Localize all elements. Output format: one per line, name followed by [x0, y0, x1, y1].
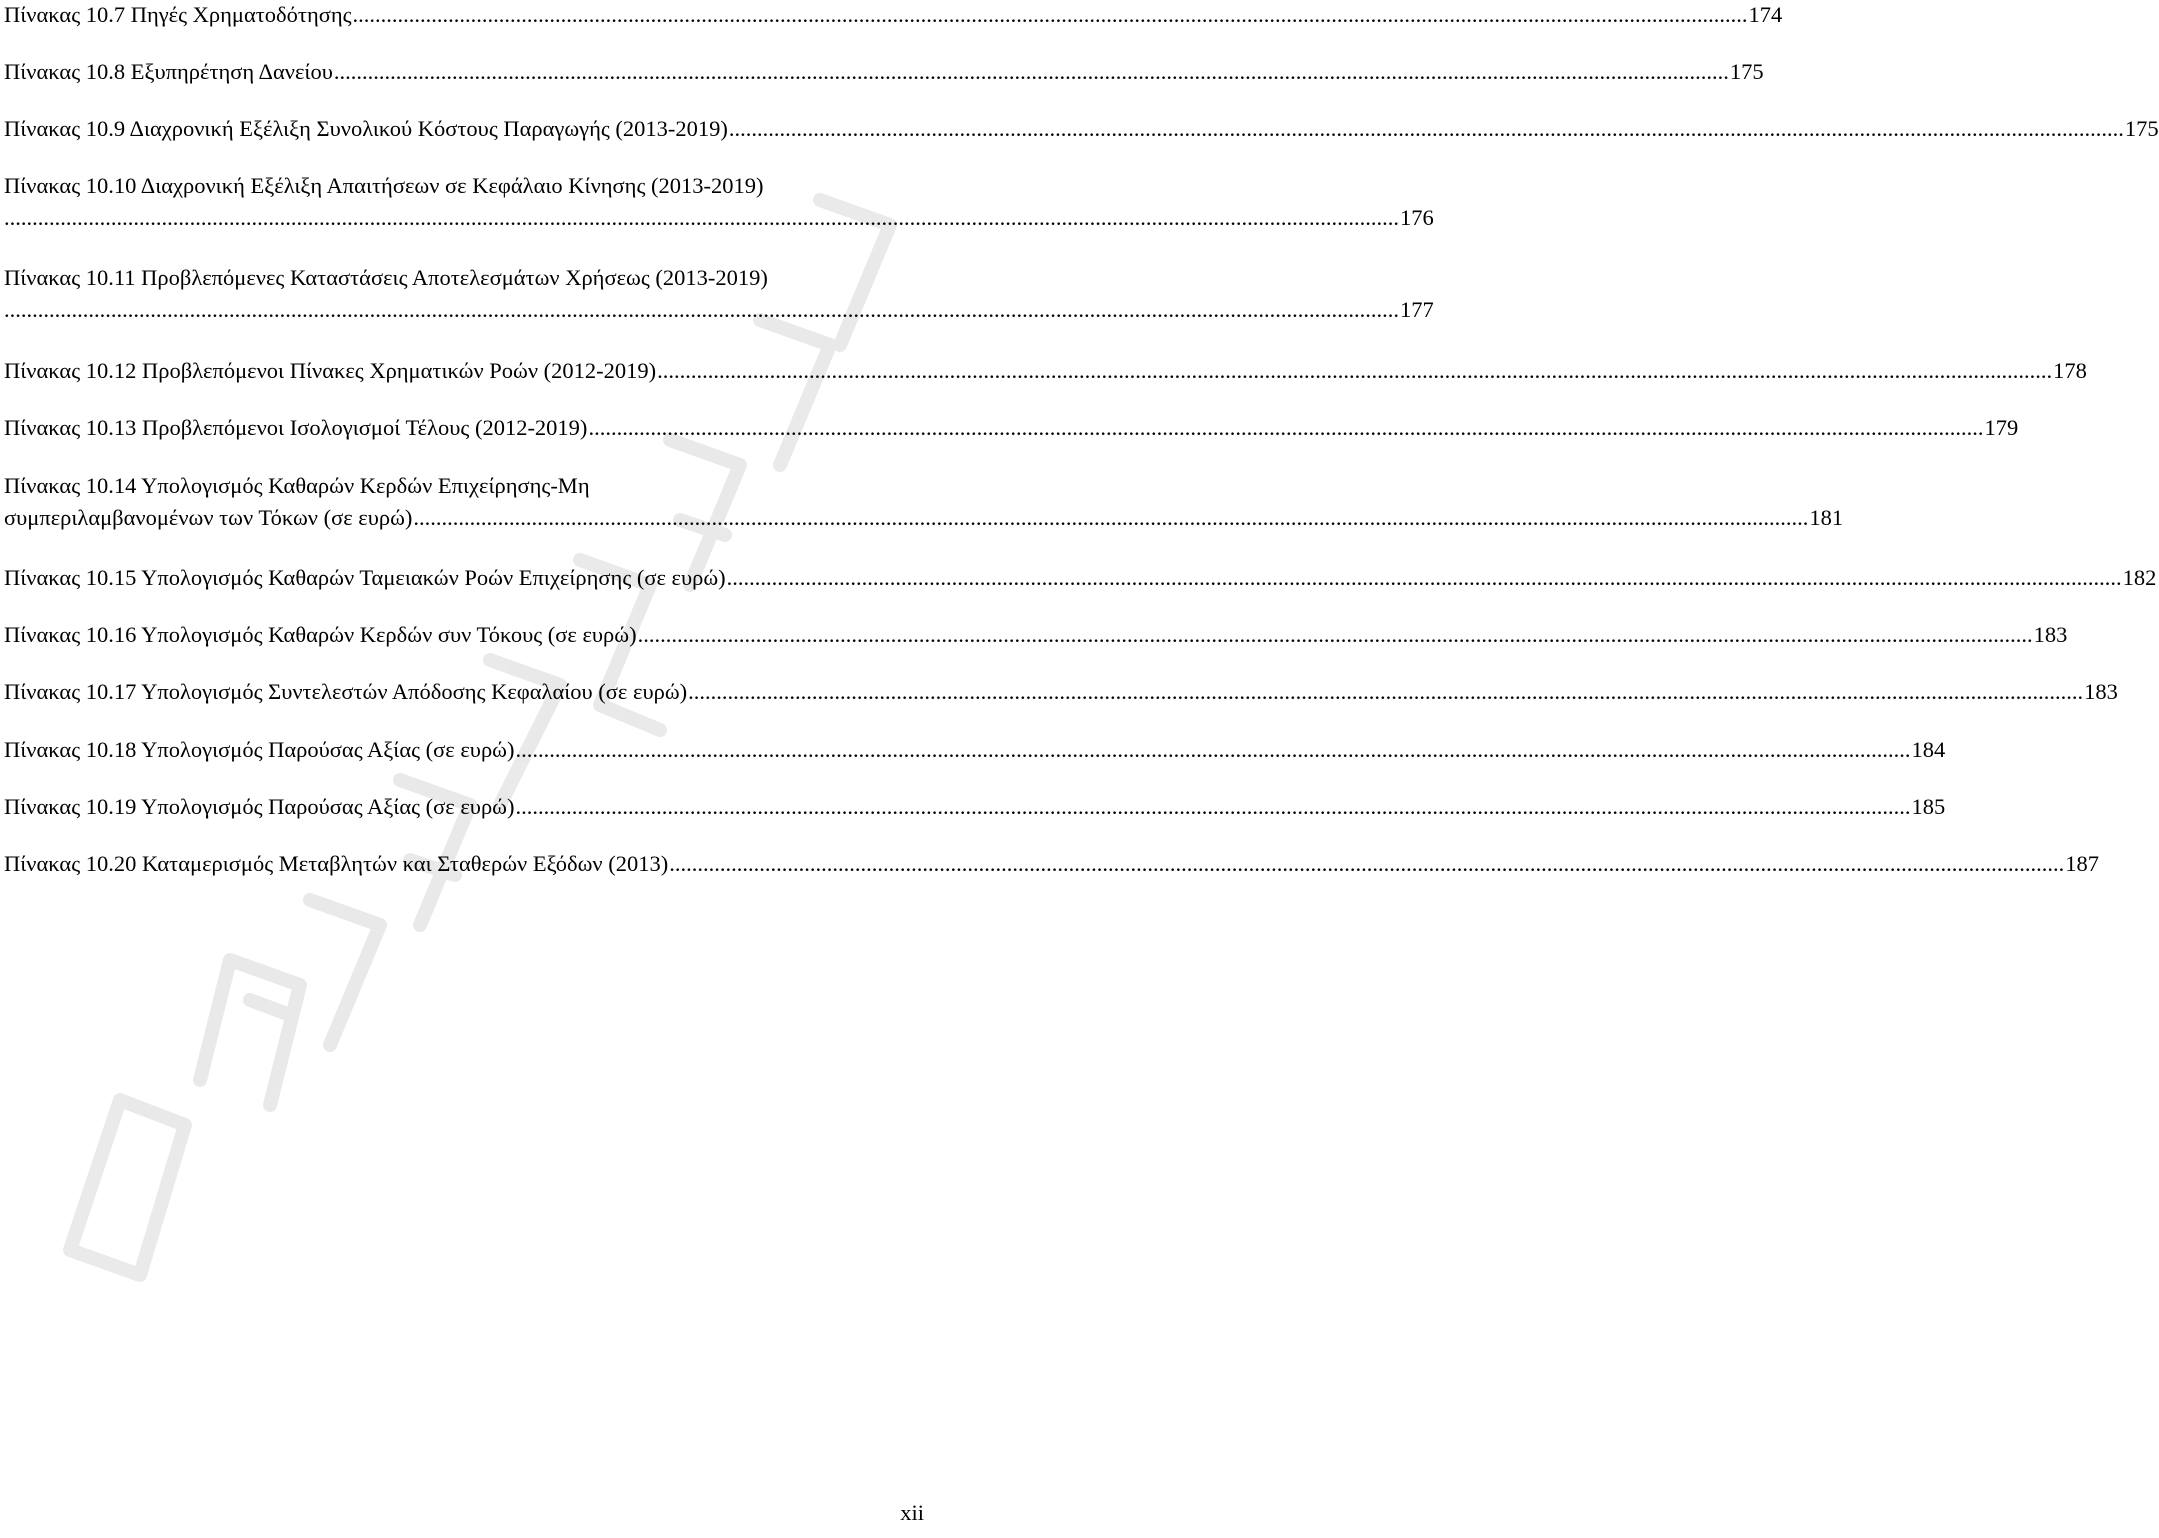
page-number: xii [900, 1500, 924, 1525]
toc-entry-title: Πίνακας 10.20 Καταμερισμός Μεταβλητών και Σταθερών Εξόδων (2013) [4, 851, 669, 876]
toc-entry-title-line1: Πίνακας 10.14 Υπολογισμός Καθαρών Κερδών Επιχείρησης-Μη [4, 473, 590, 498]
toc-entry-title: Πίνακας 10.16 Υπολογισμός Καθαρών Κερδών συν Τόκους (σε ευρώ) [4, 622, 637, 647]
toc-entry-page: 184 [1911, 737, 1946, 762]
toc-entry[interactable] [4, 849, 2099, 879]
toc-entry-page: 187 [2065, 851, 2099, 876]
toc-entry[interactable] [4, 114, 2159, 144]
toc-entry[interactable] [4, 620, 2068, 650]
toc-entry-title: Πίνακας 10.17 Υπολογισμός Συντελεστών Απόδοσης Κεφαλαίου (σε ευρώ) [4, 679, 688, 704]
toc-entry-title: Πίνακας 10.18 Υπολογισμός Παρούσας Αξίας (σε ευρώ) [4, 737, 515, 762]
toc-entry-title: Πίνακας 10.12 Προβλεπόμενοι Πίνακες Χρηματικών Ροών (2012-2019) [4, 358, 657, 383]
toc-entry[interactable] [4, 792, 1946, 822]
toc-entry[interactable] [4, 171, 1434, 233]
toc-entry-page: 176 [1400, 205, 1434, 230]
toc-entry-page: 175 [2124, 116, 2159, 141]
toc-entry-title: Πίνακας 10.11 Προβλεπόμενες Καταστάσεις Αποτελεσμάτων Χρήσεως (2013-2019) [4, 265, 768, 290]
toc-entry-page: 183 [2033, 622, 2068, 647]
toc-entry-page: 181 [1809, 505, 1844, 530]
toc-entry-page: 179 [1984, 415, 2019, 440]
toc-entry-page: 174 [1748, 2, 1783, 27]
toc-entry[interactable] [4, 471, 1844, 533]
toc-entry-title: Πίνακας 10.13 Προβλεπόμενοι Ισολογισμοί Τέλους (2012-2019) [4, 415, 588, 440]
dot-leader [729, 114, 2124, 144]
dot-leader [638, 620, 2033, 650]
toc-entry[interactable] [4, 677, 2118, 707]
toc-entry[interactable] [4, 263, 1434, 325]
dot-leader [515, 735, 1910, 765]
dot-leader [515, 792, 1910, 822]
toc-entry-page: 175 [1729, 59, 1764, 84]
dot-leader [688, 677, 2083, 707]
dot-leader [353, 0, 1748, 30]
dot-leader [413, 503, 1808, 533]
toc-entry-title: Πίνακας 10.10 Διαχρονική Εξέλιξη Απαιτήσεων σε Κεφάλαιο Κίνησης (2013-2019) [4, 173, 764, 198]
dot-leader [727, 563, 2122, 593]
toc-entry[interactable] [4, 735, 1946, 765]
toc-entry-title: Πίνακας 10.8 Εξυπηρέτηση Δανείου [4, 59, 333, 84]
toc-entry[interactable] [4, 57, 1764, 87]
dot-leader [657, 356, 2052, 386]
dot-leader [588, 413, 1983, 443]
toc-entry-page: 182 [2122, 565, 2157, 590]
toc-entry-page: 177 [1400, 297, 1434, 322]
toc-entry-title: Πίνακας 10.9 Διαχρονική Εξέλιξη Συνολικού Κόστους Παραγωγής (2013-2019) [4, 116, 728, 141]
dot-leader [669, 849, 2064, 879]
toc-entry-title-line2: συμπεριλαμβανομένων των Τόκων (σε ευρώ) [4, 505, 413, 530]
toc-entry[interactable] [4, 356, 2087, 386]
toc-entry[interactable] [4, 413, 2019, 443]
toc-entry[interactable] [4, 563, 2157, 593]
toc-entry-page: 178 [2053, 358, 2087, 383]
toc-entry-page: 185 [1911, 794, 1946, 819]
toc-entry-title: Πίνακας 10.15 Υπολογισμός Καθαρών Ταμειακών Ροών Επιχείρησης (σε ευρώ) [4, 565, 726, 590]
toc-entry[interactable] [4, 0, 1783, 30]
toc-entry-title: Πίνακας 10.19 Υπολογισμός Παρούσας Αξίας (σε ευρώ) [4, 794, 515, 819]
dot-leader [4, 203, 1399, 233]
toc-entry-page: 183 [2084, 679, 2118, 704]
toc-entry-title: Πίνακας 10.7 Πηγές Χρηματοδότησης [4, 2, 352, 27]
dot-leader [4, 295, 1399, 325]
dot-leader [334, 57, 1729, 87]
